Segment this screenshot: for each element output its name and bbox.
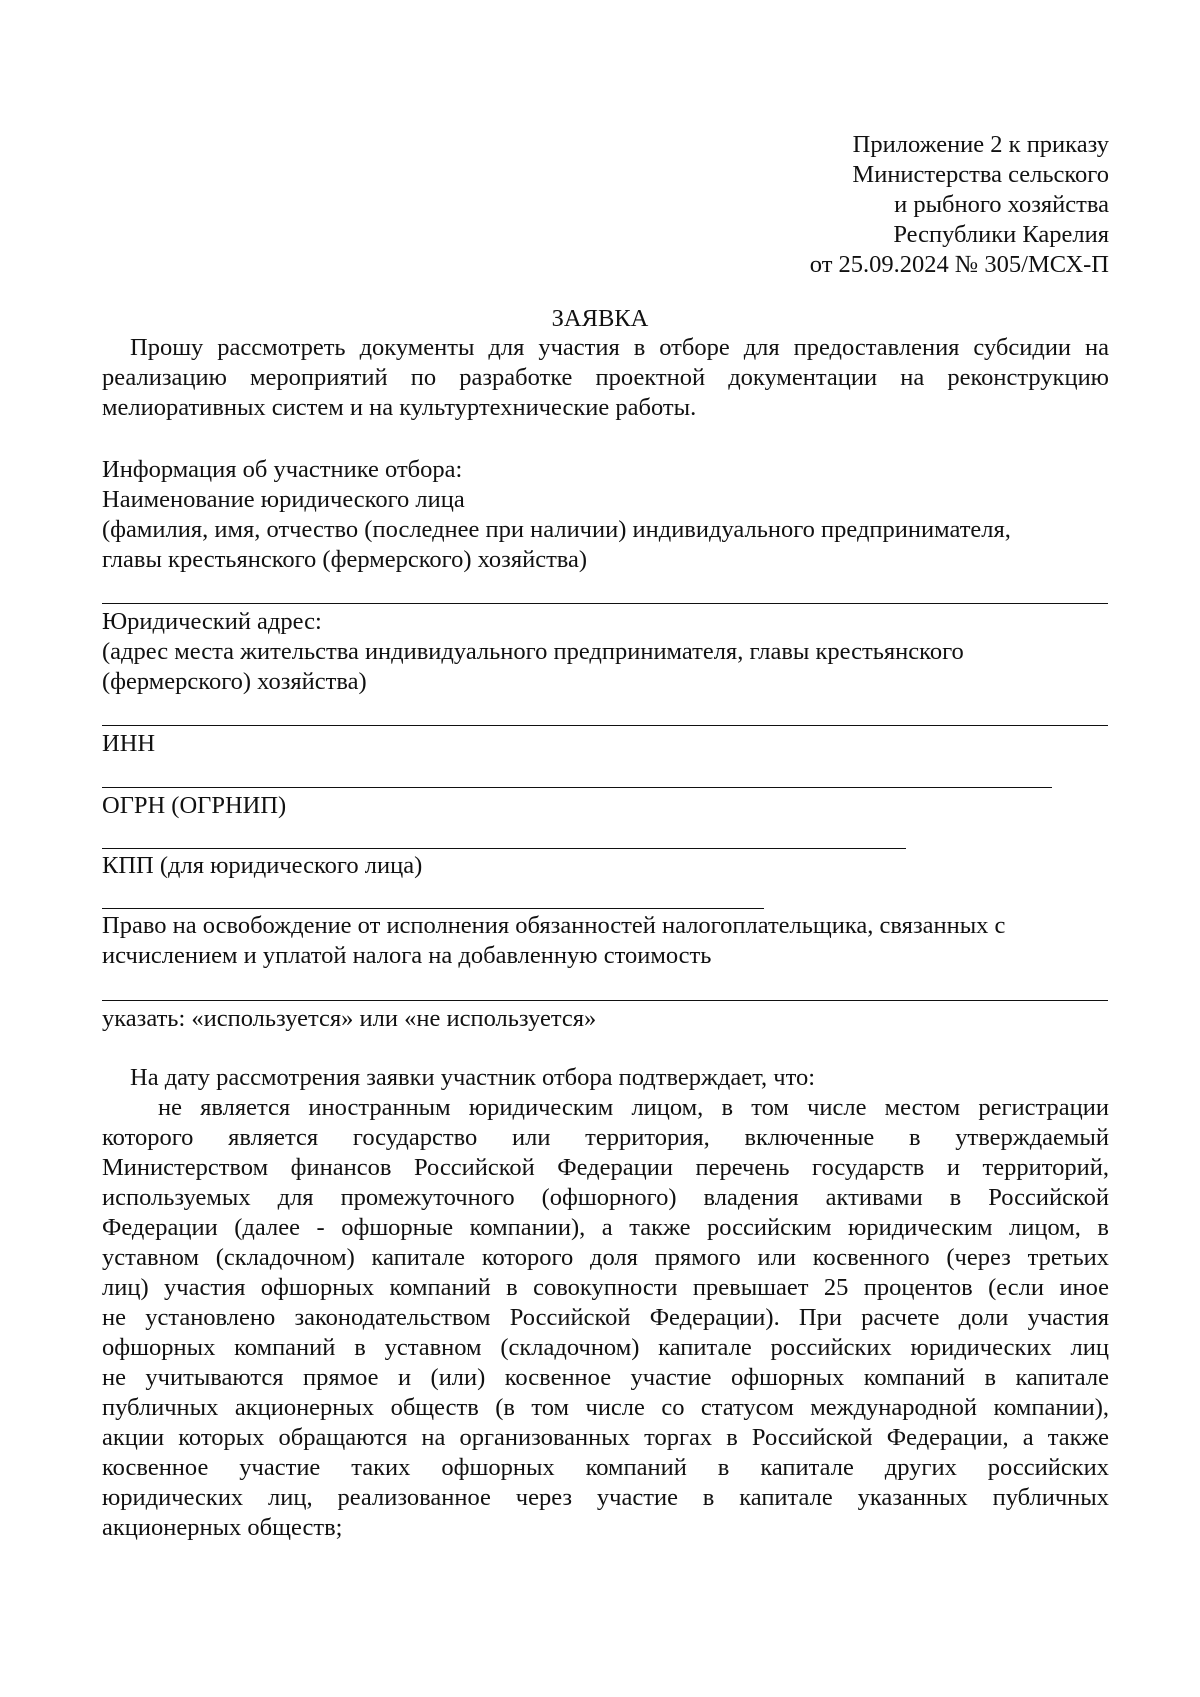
- name-label-note: главы крестьянского (фермерского) хозяйства): [102, 546, 588, 573]
- paragraph-line: Министерством финансов Российской Федерации перечень государств и территорий,: [102, 1154, 1109, 1181]
- paragraph-line: лиц) участия офшорных компаний в совокупности превышает 25 процентов (если иное: [102, 1274, 1109, 1301]
- paragraph-line: косвенное участие таких офшорных компаний в капитале других российских: [102, 1454, 1109, 1481]
- address-label-note: (фермерского) хозяйства): [102, 668, 367, 695]
- paragraph-line: не учитываются прямое и (или) косвенное участие офшорных компаний в капитале: [102, 1364, 1109, 1391]
- intro-line: Прошу рассмотреть документы для участия в отборе для предоставления субсидии на: [130, 334, 1109, 361]
- address-input-line[interactable]: [102, 725, 1108, 726]
- intro-line: мелиоративных систем и на культуртехнические работы.: [102, 394, 697, 421]
- header-line: Министерства сельского: [852, 161, 1109, 188]
- vat-hint: указать: «используется» или «не используется»: [102, 1005, 597, 1032]
- paragraph-line: уставном (складочном) капитале которого доля прямого или косвенного (через третьих: [102, 1244, 1109, 1271]
- paragraph-line: юридических лиц, реализованное через участие в капитале указанных публичных: [102, 1484, 1109, 1511]
- paragraph-line: офшорных компаний в уставном (складочном) капитале российских юридических лиц: [102, 1334, 1109, 1361]
- vat-label: исчислением и уплатой налога на добавленную стоимость: [102, 942, 712, 969]
- document-title: ЗАЯВКА: [551, 305, 649, 332]
- name-input-line[interactable]: [102, 603, 1108, 604]
- paragraph-line: не установлено законодательством Российской Федерации). При расчете доли участия: [102, 1304, 1109, 1331]
- paragraph-line: Федерации (далее - офшорные компании), а также российским юридическим лицом, в: [102, 1214, 1109, 1241]
- paragraph-line: используемых для промежуточного (офшорного) владения активами в Российской: [102, 1184, 1109, 1211]
- paragraph-line: акции которых обращаются на организованных торгах в Российской Федерации, а также: [102, 1424, 1109, 1451]
- vat-label: Право на освобождение от исполнения обязанностей налогоплательщика, связанных с: [102, 912, 1006, 939]
- vat-input-line[interactable]: [102, 1000, 1108, 1001]
- intro-paragraph: [102, 333, 1109, 423]
- kpp-label: КПП (для юридического лица): [102, 852, 423, 879]
- inn-input-line[interactable]: [102, 787, 1052, 788]
- appendix-header: [810, 130, 1109, 280]
- kpp-input-line[interactable]: [102, 908, 764, 909]
- address-label: Юридический адрес:: [102, 608, 322, 635]
- header-line: от 25.09.2024 № 305/МСХ-П: [809, 251, 1109, 278]
- paragraph-line: не является иностранным юридическим лицом, в том числе местом регистрации: [158, 1094, 1109, 1121]
- confirmation-paragraph: [102, 1093, 1109, 1543]
- confirmation-intro: На дату рассмотрения заявки участник отбора подтверждает, что:: [130, 1064, 816, 1091]
- name-label: Наименование юридического лица: [102, 486, 465, 513]
- ogrn-input-line[interactable]: [102, 848, 906, 849]
- header-line: Республики Карелия: [893, 221, 1109, 248]
- participant-info-heading: Информация об участнике отбора:: [102, 456, 463, 483]
- name-label-note: (фамилия, имя, отчество (последнее при наличии) индивидуального предпринимателя,: [102, 516, 1011, 543]
- inn-label: ИНН: [102, 730, 156, 757]
- paragraph-line: акционерных обществ;: [102, 1514, 343, 1541]
- intro-line: реализацию мероприятий по разработке проектной документации на реконструкцию: [102, 364, 1109, 391]
- header-line: и рыбного хозяйства: [894, 191, 1109, 218]
- address-label-note: (адрес места жительства индивидуального предпринимателя, главы крестьянского: [102, 638, 964, 665]
- paragraph-line: публичных акционерных обществ (в том числе со статусом международной компании),: [102, 1394, 1109, 1421]
- header-line: Приложение 2 к приказу: [852, 131, 1109, 158]
- paragraph-line: которого является государство или территория, включенные в утверждаемый: [102, 1124, 1109, 1151]
- ogrn-label: ОГРН (ОГРНИП): [102, 792, 287, 819]
